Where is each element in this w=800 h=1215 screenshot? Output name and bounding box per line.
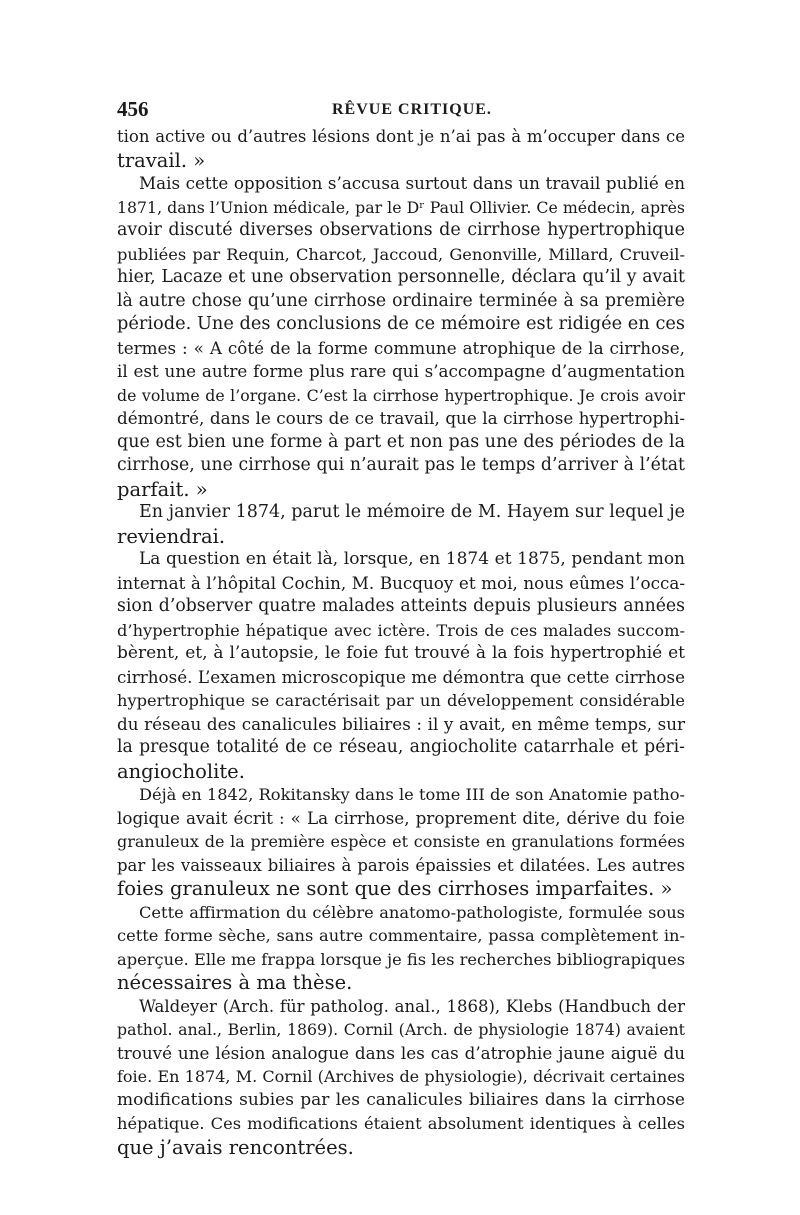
text-line: termes : « A côté de la forme commune atrophique de la cirrhose, (117, 337, 685, 358)
running-title: RÊVUE CRITIQUE. (332, 101, 492, 118)
text-line: foie. En 1874, M. Cornil (Archives de physiologie), décrivait certaines (117, 1067, 685, 1086)
text-line: hier, Lacaze et une observation personnelle, déclara qu’il y avait (117, 267, 685, 287)
text-line: là autre chose qu’une cirrhose ordinaire terminée à sa première (117, 290, 685, 311)
text-line: En janvier 1874, parut le mémoire de M. Hayem sur lequel je (139, 502, 685, 522)
text-line: que j’avais rencontrées. (117, 1135, 354, 1159)
text-line: de volume de l’organe. C’est la cirrhose hypertrophique. Je crois avoir (117, 385, 685, 405)
text-line: granuleux de la première espèce et consiste en granulations formées (117, 832, 685, 851)
text-line: hypertrophique se caractérisait par un développement considérable (117, 691, 685, 710)
text-line: Cette affirmation du célèbre anatomo-pathologiste, formulée sous (139, 902, 685, 922)
text-line: Mais cette opposition s’accusa surtout dans un travail publié en (139, 173, 685, 193)
text-line: par les vaisseaux biliaires à parois épaissies et dilatées. Les autres (117, 855, 685, 875)
text-line: internat à l’hôpital Cochin, M. Bucquoy et moi, nous eûmes l’occa- (117, 572, 685, 593)
text-line: bèrent, et, à l’autopsie, le foie fut trouvé à la fois hypertrophié et (117, 643, 685, 663)
text-line: hépatique. Ces modifications étaient absolument identiques à celles (117, 1114, 685, 1133)
text-line: démontré, dans le cours de ce travail, que la cirrhose hypertrophi- (117, 408, 685, 428)
text-line: foies granuleux ne sont que des cirrhoses imparfaites. » (117, 877, 673, 900)
text-line: que est bien une forme à part et non pas une des périodes de la (117, 431, 685, 452)
text-line: pathol. anal., Berlin, 1869). Cornil (Arch. de physiologie 1874) avaient (117, 1020, 685, 1039)
text-line: il est une autre forme plus rare qui s’accompagne d’augmentation (117, 361, 685, 381)
text-line: angiocholite. (117, 759, 245, 783)
text-line: aperçue. Elle me frappa lorsque je fis les recherches bibliograpiques (117, 949, 686, 969)
text-line: publiées par Requin, Charcot, Jaccoud, Genonville, Millard, Cruveil- (117, 244, 685, 264)
text-line: logique avait écrit : « La cirrhose, proprement dite, dérive du foie (117, 807, 685, 828)
text-line: 1871, dans l’Union médicale, par le Dʳ Paul Ollivier. Ce médecin, après (117, 197, 685, 217)
text-line: cette forme sèche, sans autre commentaire, passa complètement in- (117, 926, 685, 945)
text-line: trouvé une lésion analogue dans les cas d’atrophie jaune aiguë du (117, 1042, 685, 1063)
text-line: Déjà en 1842, Rokitansky dans le tome III de son Anatomie patho- (139, 785, 685, 804)
text-line: travail. » (117, 148, 206, 172)
text-line: tion active ou d’autres lésions dont je n’ai pas à m’occuper dans ce (117, 127, 685, 146)
page-header (117, 97, 685, 125)
text-line: du réseau des canalicules biliaires : il y avait, en même temps, sur (117, 713, 685, 734)
text-line: période. Une des conclusions de ce mémoire est ridigée en ces (117, 314, 685, 334)
text-line: La question en était là, lorsque, en 1874 et 1875, pendant mon (139, 549, 685, 569)
text-line: nécessaires à ma thèse. (117, 971, 353, 994)
text-line: la presque totalité de ce réseau, angiocholite catarrhale et péri- (117, 737, 685, 757)
text-line: parfait. » (117, 477, 208, 501)
text-line: modifications subies par les canalicules biliaires dans la cirrhose (117, 1089, 685, 1110)
body-text (117, 125, 685, 1159)
text-line: avoir discuté diverses observations de cirrhose hypertrophique (117, 220, 685, 240)
text-line: reviendrai. (117, 524, 226, 548)
text-line: cirrhosé. L’examen microscopique me démontra que cette cirrhose (117, 666, 685, 687)
text-line: Waldeyer (Arch. für patholog. anal., 1868), Klebs (Handbuch der (139, 996, 685, 1016)
text-line: cirrhose, une cirrhose qui n’aurait pas le temps d’arriver à l’état (117, 455, 685, 475)
text-line: d’hypertrophie hépatique avec ictère. Trois de ces malades succom- (117, 620, 685, 640)
page-number: 456 (117, 97, 149, 121)
text-line: sion d’observer quatre malades atteints depuis plusieurs années (117, 596, 685, 616)
